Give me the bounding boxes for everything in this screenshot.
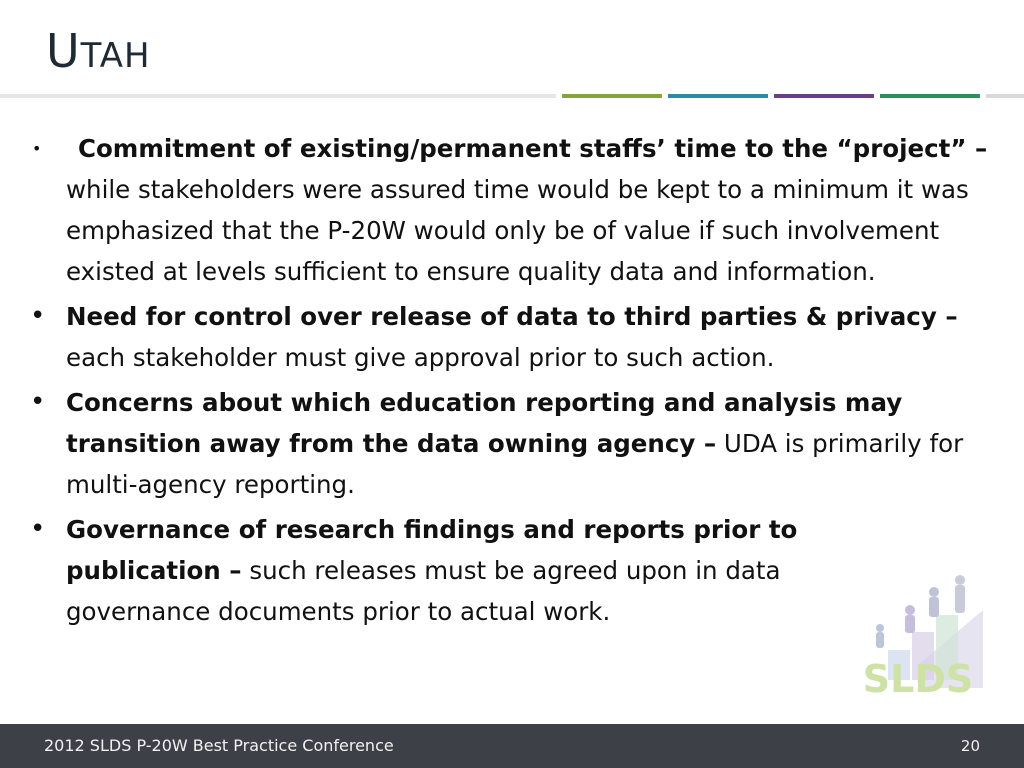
bullet-list [30, 128, 1010, 636]
footer-bar [0, 724, 1024, 768]
logo-figure-head-1 [876, 624, 884, 632]
bullet-item [30, 128, 1010, 292]
footer-page-number: 20 [960, 737, 980, 755]
title-rule-segment-2 [562, 94, 662, 98]
bullet-body: UDA is primarily for multi-agency reporting. [66, 429, 964, 499]
slds-logo [848, 570, 988, 698]
logo-figure-body-3 [929, 597, 939, 617]
bullet-heading: Concerns about which education reporting and analysis may transition away from the data owning agency – [66, 388, 903, 458]
logo-figure-head-2 [905, 605, 915, 615]
title-rule-segment-3 [668, 94, 768, 98]
title-rule-segment-1 [0, 94, 556, 98]
bullet-item [30, 296, 1010, 378]
title-rule-segment-6 [986, 94, 1024, 98]
logo-wordmark: SLDS [862, 657, 974, 698]
bullet-heading: Governance of research findings and reports prior to publication – [66, 515, 798, 585]
bullet-heading: Commitment of existing/permanent staffs’ time to the “project” – [78, 134, 988, 163]
bullet-heading: Need for control over release of data to third parties & privacy – [66, 302, 958, 331]
slide-title-rest: TAH [80, 36, 151, 76]
logo-figure-body-1 [876, 632, 884, 648]
logo-figure-body-4 [955, 585, 965, 613]
bullet-marker: • [32, 139, 42, 158]
bullet-item [30, 382, 1010, 505]
bullet-marker: • [30, 514, 46, 544]
bullet-body: such releases must be agreed upon in data governance documents prior to actual work. [66, 556, 781, 626]
logo-figure-body-2 [905, 615, 915, 633]
logo-figure-head-4 [955, 575, 965, 585]
title-rule-segment-5 [880, 94, 980, 98]
title-rule-segment-4 [774, 94, 874, 98]
logo-figure-head-3 [929, 587, 939, 597]
slide-title [46, 24, 151, 78]
bullet-marker: • [30, 387, 46, 417]
slide-title-initial: U [46, 24, 81, 78]
footer-conference-name: 2012 SLDS P-20W Best Practice Conference [44, 736, 394, 755]
bullet-body: while stakeholders were assured time would be kept to a minimum it was emphasized that the P-20W would only be of value if such involvement existed at levels sufficient to ensure quality data and information. [66, 175, 969, 286]
bullet-body: each stakeholder must give approval prior to such action. [66, 343, 775, 372]
bullet-marker: • [30, 301, 46, 331]
